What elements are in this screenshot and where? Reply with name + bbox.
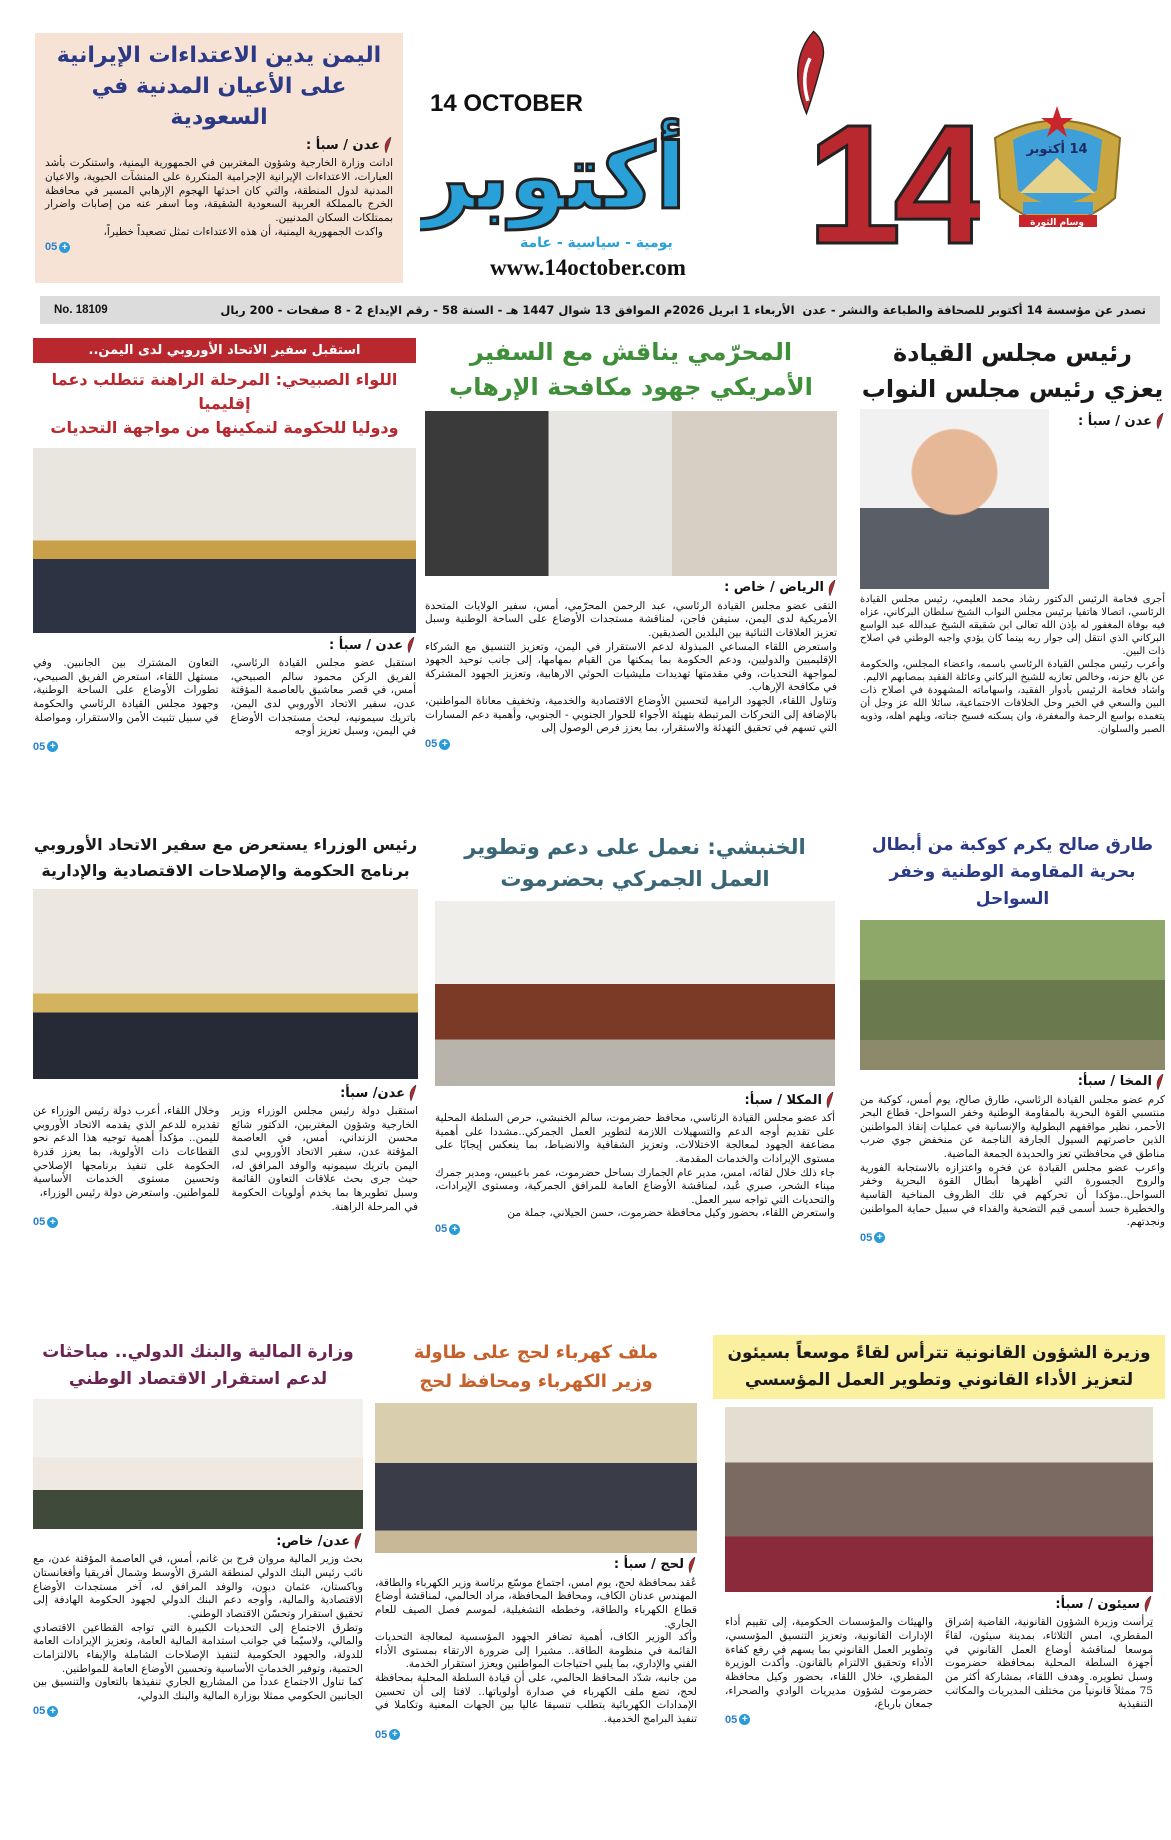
continue-link[interactable]: 05 + <box>713 1714 1165 1726</box>
continue-link[interactable]: 05 + <box>425 738 837 750</box>
feather-icon <box>825 1092 835 1108</box>
article-title[interactable]: اليمن يدين الاعتداءات الإيرانية على الأعيان المدنية في السعودية <box>56 43 382 130</box>
feather-icon <box>406 637 416 653</box>
plus-icon: + <box>389 1729 400 1740</box>
issue-meta: - السنة 58 - رقم الإيداع 2 - 8 صفحات - 200 ريال <box>220 303 503 317</box>
continue-link[interactable]: 05 + <box>435 1223 835 1235</box>
article-title[interactable]: طارق صالح يكرم كوكبة من أبطال بحرية المقاومة الوطنية وخفر السواحل <box>871 835 1154 910</box>
website-url[interactable]: www.14october.com <box>490 255 686 280</box>
medal-emblem <box>985 98 1130 243</box>
medal-text-top: 14 أكتوبر <box>1026 142 1088 157</box>
plus-icon: + <box>47 1217 58 1228</box>
article-body: كرم عضو مجلس القيادة الرئاسي، طارق صالح، يوم أمس، كوكبة من منتسبي القوة البحرية بالمقاومة الوطنية وخفر السواحل- قطاع البحر الأحمر، نظير مواقفهم البطولية والإنسانية في عمليات إنقاذ المواطنين الذين حاصرتهم السيول الجارفة الناجمة عن منخفض جوي ضرب مناطق في محافظتي تعز والحديدة الجمعة الماضية. <box>860 1093 1165 1161</box>
article-leader-condolence <box>860 335 1165 820</box>
logo-word: أكتوبر <box>420 125 687 230</box>
newspaper-logo <box>420 30 980 285</box>
article-body: بحث وزير المالية مروان فرج بن غانم، أمس، في العاصمة المؤقتة عدن، مع نائب رئيس البنك الدولي لمنطقة الشرق الأوسط وشمال أفريقيا وأفغانستان وباكستان، عثمان ديون، والوفد المرافق له، آخر مستجدات الأوضاع الاقتصادية والمالية، وأوجه دعم البنك الدولي لجهود الحكومة الهادفة إلى تحقيق استقرار وتحسّن الاقتصاد الوطني. <box>33 1553 363 1620</box>
article-body: جاء ذلك خلال لقائه، امس، مدير عام الجمارك بساحل حضرموت، عمر باعبيس، ومدير جمرك ميناء الشحر، صبري عُبد، لمناقشة الأوضاع العامة للمرافق الجمركية، ومستوى الإيرادات، والتحديات التي تواجه سير العمل. <box>435 1166 835 1206</box>
byline: الرياض / خاص : <box>425 580 837 596</box>
feather-icon <box>687 1557 697 1573</box>
photo-lahj-visit <box>375 1403 697 1553</box>
article-lahj-electricity <box>375 1335 697 1837</box>
article-title[interactable]: اللواء الصبيحي: المرحلة الراهنة تتطلب دعما إقليميا ودوليا للحكومة لتمكينها من مواجهة التحديات <box>50 370 399 437</box>
article-body: واستعرض اللقاء، بحضور وكيل محافظة حضرموت، حسن الجيلاني، جملة من <box>507 1207 835 1220</box>
photo-finance-meeting <box>33 1399 363 1529</box>
byline: عدن / سبأ : <box>1055 413 1165 429</box>
article-title[interactable]: وزارة المالية والبنك الدولي.. مباحثات لدعم استقرار الاقتصاد الوطني <box>42 1342 354 1390</box>
article-body: وخلال اللقاء، أعرب دولة رئيس الوزراء عن تقديره للدعم الذي يقدمه الاتحاد الأوروبي لليمن.. مؤكداً أهمية توجيه هذا الدعم نحو القطاعات ذات الأولوية، بما يعزز قدرة الحكومة على تنفيذ برنامجها الإصلاحي وتحسين مستوى الخدمات الأساسية للمواطنين. واستعرض دولة رئيس الوزراء، <box>33 1105 220 1200</box>
issue-info-bar <box>40 296 1160 324</box>
article-finance-worldbank <box>33 1335 363 1837</box>
photo-customs-meeting <box>435 901 835 1086</box>
photo-meeting-eu-ambassador <box>33 448 416 633</box>
article-tareq-saleh <box>860 832 1165 1322</box>
article-iran <box>35 33 403 283</box>
byline: المكلا / سبأ: <box>435 1092 835 1108</box>
feather-icon <box>1155 413 1165 429</box>
article-body: واستعرض اللقاء المساعي المبذولة لدعم الاستقرار في اليمن، وتعزيز التنسيق مع الشركاء الإقليميين والدوليين، ودعم الحكومة بما يمكنها من القيام بمهامها، إلى جانب توحيد الجهود لمواجهة التحديات، وفي مقدمتها تهديدات مليشيات الحوثي الارهابية، وتعزيز الجهود المشتركة في مكافحة الإرهاب. <box>425 640 837 694</box>
article-subaihi <box>33 338 416 820</box>
article-body: استقبل عضو مجلس القيادة الرئاسي، الفريق الركن محمود سالم الصبيحي، أمس، في قصر معاشيق بالعاصمة المؤقتة عدن، سفير الاتحاد الأوروبي لدى اليمن، باتريك سيمونيه، لبحث مستجدات الأوضاع في اليمن، وسبل تعزيز أوجه <box>230 657 416 738</box>
byline: عدن / سبأ : <box>33 637 416 653</box>
continue-link[interactable]: 05 + <box>860 1232 1165 1244</box>
article-body: التقى عضو مجلس القيادة الرئاسي، عبد الرحمن المحرّمي، أمس، سفير الولايات المتحدة الأمريكية لدى اليمن، ستيفن فاجن، لمناقشة مستجدات الأوضاع على الساحة الوطنية وسبل تعزيز العلاقات الثنائية بين البلدين الصديقين. <box>425 599 837 639</box>
photo-meeting-us-ambassador <box>425 411 837 576</box>
plus-icon: + <box>47 741 58 752</box>
medal-text-bottom: وسام الثورة <box>1030 218 1084 228</box>
article-khanbashi <box>435 832 835 1322</box>
article-body: استقبل دولة رئيس مجلس الوزراء وزير الخارجية وشؤون المغتربين، الدكتور شائع محسن الزنداني، أمس، في العاصمة المؤقتة عدن، سفير الاتحاد الأوروبي لدى اليمن باتريك سيمونيه والوفد المرافق له، حيث جرى بحث علاقات التعاون القائمة وسبل تطويرها بما يخدم أولويات الحكومة في المرحلة الراهنة. <box>231 1105 418 1213</box>
article-title[interactable]: رئيس الوزراء يستعرض مع سفير الاتحاد الأوروبي برنامج الحكومة والإصلاحات الاقتصادية والإدارية <box>33 835 418 880</box>
feather-icon <box>1143 1596 1153 1612</box>
feather-icon <box>383 137 393 153</box>
byline: عدن / سبأ : <box>45 137 393 153</box>
article-body: واعرب عضو مجلس القيادة عن فخره واعتزازه بالاستجابة الفورية والروح الجسورة التي أظهرها أبطال القوة البحرية وخفر السواحل..مؤكدا أن تحركهم في تلك الظروف المناخية القاسية والخطيرة جسد أسمى قيم التضحية والفداء في سبيل حماية المواطنين ونجدتهم. <box>860 1161 1165 1229</box>
continue-link[interactable]: 05 + <box>33 741 416 753</box>
photo-legal-meeting <box>725 1407 1153 1592</box>
feather-icon <box>827 580 837 596</box>
article-body: واكدت الجمهورية اليمنية، أن هذه الاعتداءات تمثل تصعيداً خطيراً، <box>103 225 383 238</box>
article-legal-affairs <box>713 1335 1165 1837</box>
photo-pm-meeting <box>33 889 418 1079</box>
plus-icon: + <box>874 1232 885 1243</box>
kicker-banner: استقبل سفير الاتحاد الأوروبي لدى اليمن.. <box>33 338 416 363</box>
article-title[interactable]: رئيس مجلس القيادة يعزي رئيس مجلس النواب <box>861 339 1164 403</box>
continue-link[interactable]: 05 + <box>33 1216 418 1228</box>
plus-icon: + <box>439 739 450 750</box>
article-body: كما تناول الاجتماع عدداً من المشاريع الجاري تنفيذها بالتعاون والتنسيق بين الجانبين الحكومي ممثلا بوزارة المالية والبنك الدولي، <box>33 1676 363 1702</box>
issue-date: الأربعاء 1 ابريل 2026م الموافق 13 شوال 1447 هـ <box>506 303 795 317</box>
publisher-line: تصدر عن مؤسسة 14 أكتوبر للصحافة والطباعة والنشر - عدن الأربعاء 1 ابريل 2026م الموافق 13 شوال 1447 هـ - السنة 58 - رقم الإيداع 2 - 8 صفحات - 200 ريال <box>220 303 1146 317</box>
byline: لحج / سبأ : <box>375 1557 697 1573</box>
continue-link[interactable]: 05 + <box>375 1729 697 1741</box>
plus-icon: + <box>449 1224 460 1235</box>
issue-number: No. 18109 <box>54 304 108 316</box>
feather-icon <box>1155 1074 1165 1090</box>
plus-icon: + <box>739 1714 750 1725</box>
article-title[interactable]: وزيرة الشؤون القانونية تترأس لقاءً موسعاً بسيئون لتعزيز الأداء القانوني وتطوير العمل المؤسسي <box>713 1335 1165 1399</box>
article-body: ادانت وزارة الخارجية وشؤون المغتربين في الجمهورية اليمنية، واستنكرت بأشد العبارات، الاعتداءات الإيرانية الإجرامية المتكررة على المنشآت الحيوية، والاعيان المدنية لدول المنطقة، والتي كان احدثها الهجوم الإرهابي المسير في محافظة الخرج بالمملكة العربية السعودية الشقيقة، وما اسفر عنه من إصابات واضرار بممتلكات السكان المدنيين. <box>45 157 393 224</box>
feather-icon <box>353 1533 363 1549</box>
continue-link[interactable]: 05 + <box>45 241 393 253</box>
article-title[interactable]: ملف كهرباء لحج على طاولة وزير الكهرباء ومحافظ لحج <box>413 1342 659 1392</box>
article-body: والهيئات والمؤسسات الحكومية، إلى تقييم أداء الإدارات القانونية، وتعزيز التنسيق المؤسسي، وتطوير العمل القانوني بما يسهم في رفع كفاءة الأداء وتحقيق الالتزام بالقانون. وأكدت الوزيرة المقطري، خلال اللقاء، بحضور وكيل محافظة حضرموت لشؤون مديريات الوادي والصحراء، جمعان بارباع، <box>725 1616 933 1711</box>
photo-president <box>860 409 1049 589</box>
logo-tagline: يومية - سياسية - عامة <box>520 235 673 251</box>
feather-icon <box>408 1085 418 1101</box>
article-body: أجرى فخامة الرئيس الدكتور رشاد محمد العليمي، رئيس مجلس القيادة الرئاسي، اتصالا هاتفيا برئيس مجلس النواب الشيخ سلطان البركاني، عزاه فيه بوفاة المغفور له بإذن الله تعالى ابن شقيقه الشيخ عبدالله عبد الواسع البركاني الذي انتقل إلى جوار ربه بينما كان يؤدي واجبه الوطني في اصلاح ذات البين. <box>860 594 1165 657</box>
article-mahrami <box>425 335 837 820</box>
article-body: واشاد فخامة الرئيس بأدوار الفقيد، واسهاماته المشهودة في اصلاح ذات البين والسعي في الخير وحل الخلافات الاجتماعية، سائلا الله عز وجل أن يتغمده بواسع الرحمة والمغفرة، وان يسكنه فسيح جناته، ويلهم اهله، وذويه الصبر والسلوان. <box>860 685 1165 735</box>
plus-icon: + <box>59 242 70 253</box>
article-body: التعاون المشترك بين الجانبين. وفي مستهل اللقاء، استعرض الفريق الصبيحي، تطورات الأوضاع على الساحة الوطنية، وجهود مجلس القيادة الرئاسي والحكومة في سبيل تثبيت الأمن والاستقرار، ومواصلة <box>33 657 219 724</box>
article-body: وتطرق الاجتماع إلى التحديات الكبيرة التي تواجه القطاعين الاقتصادي والمالي، ولاسيّما في جوانب استدامة المالية العامة، وتعزيز الإيرادات العامة للدولة، والجهود الحكومية لتنفيذ الإصلاحات الشاملة والإيفاء بالالتزامات الحتمية، وتوفير الخدمات الأساسية وتحسين الأوضاع العامة للمواطنين. <box>33 1621 363 1675</box>
article-body: من جانبه، شدّد المحافظ الحالمي، على أن قيادة السلطة المحلية بمحافظة لحج، تضع ملف الكهرباء في صدارة أولوياتها.. لافتا إلى أن تحسين الإمدادات الكهربائية يتطلب تنسيقا عاليا بين الجهات المعنية وتكاملا في تنفيذ البرامج الخدمية. <box>375 1672 697 1725</box>
article-title[interactable]: المحرّمي يناقش مع السفير الأمريكي جهود مكافحة الإرهاب <box>449 338 813 401</box>
article-body: وتناول اللقاء، الجهود الرامية لتحسين الأوضاع الاقتصادية والخدمية، وتخفيف معاناة المواطنين، بالإضافة إلى التحركات المرتبطة بتهيئة الأجواء للحوار الجنوبي - الجنوبي، وأهمية دعم المسارات التي تسهم في تحقيق التهدئة والاستقرار، بما يعزز فرص الوصول إلى <box>425 695 837 735</box>
byline: عدن/ خاص: <box>33 1533 363 1549</box>
article-prime-minister <box>33 832 418 1322</box>
byline: سيئون / سبأ: <box>713 1596 1153 1612</box>
photo-naval-honoring <box>860 920 1165 1070</box>
article-title[interactable]: الخنبشي: نعمل على دعم وتطوير العمل الجمركي بحضرموت <box>464 835 806 891</box>
article-body: عُقد بمحافظة لحج، يوم امس، اجتماع موسّع برئاسة وزير الكهرباء والطاقة، المهندس عدنان الكاف، ومحافظ المحافظة، مراد الحالمي، لمناقشة أوضاع قطاع الكهرباء والطاقة، وخططه التشغيلية، لموسم فصل الصيف للعام الجاري. <box>375 1576 697 1630</box>
article-body: تِرأست وزيرة الشؤون القانونية، القاضية إشراق المقطري، امس الثلاثاء، بمدينة سيئون، لقاءً موسعا لمناقشة أوضاع العمل القانوني في أجهزة السلطة المحلية بمحافظة حضرموت وسبل تطويره. وهدف اللقاء، بمشاركة أكثر من 75 ممثلاً قانونياً من مختلف المديريات والمكاتب التنفيذية <box>945 1616 1153 1711</box>
logo-number: 14 <box>806 90 980 280</box>
byline: عدن/ سبأ: <box>33 1085 418 1101</box>
article-body: وأعرب رئيس مجلس القيادة الرئاسي باسمه، واعضاء المجلس، والحكومة عن بالغ حزنه، وخالص تعازيه للشيخ البركاني وعائلة الفقيد بمصابهم الاليم. <box>860 659 1165 683</box>
byline: المخا / سبأ: <box>860 1074 1165 1090</box>
plus-icon: + <box>47 1706 58 1717</box>
logo-english: 14 OCTOBER <box>430 90 583 117</box>
continue-link[interactable]: 05 + <box>33 1705 363 1717</box>
article-body: أكد عضو مجلس القيادة الرئاسي، محافظ حضرموت، سالم الخنبشي، حرص السلطة المحلية على تقديم أوجه الدعم والتسهيلات اللازمة لتطوير العمل الجمركي..مشددا على أهمية مضاعفة الجهود لمعالجة الاختلالات، وتعزيز الشفافية والانضباط، بما ينعكس إيجابًا على مستوى الإيرادات والخدمات المقدمة. <box>435 1112 835 1165</box>
article-body: وأكد الوزير الكاف، أهمية تضافر الجهود المؤسسية لمعالجة التحديات القائمة في منظومة الطاقة.. مشيرا إلى ضرورة الارتقاء بمستوى الأداء الفني والإداري، بما يلبي احتياجات المواطنين ويعزز استقرار الخدمة. <box>375 1631 697 1671</box>
